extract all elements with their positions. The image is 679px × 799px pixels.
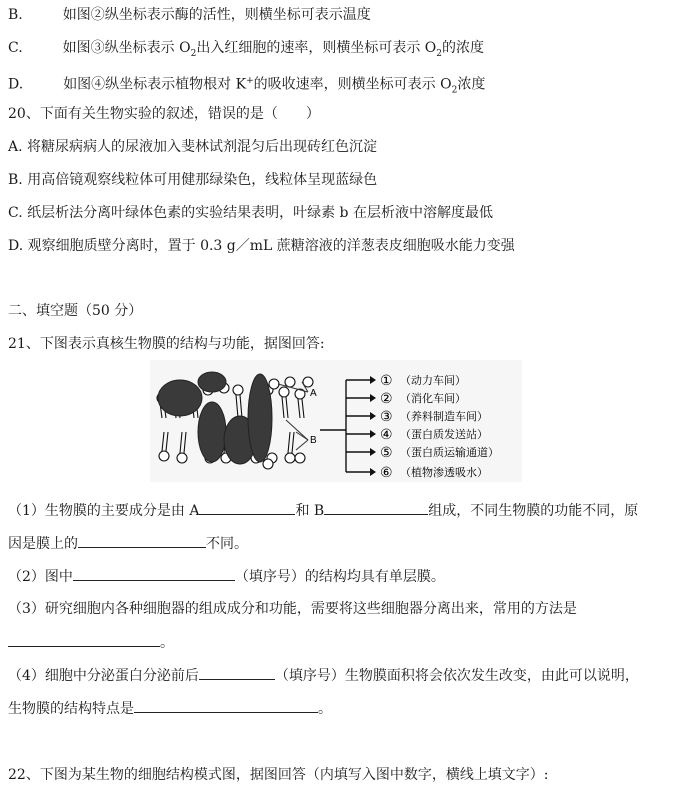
option-label: D. — [8, 76, 24, 93]
function-item-1-text: （动力车间） — [400, 375, 466, 387]
text-segment: 不同。 — [206, 536, 248, 552]
question-21-part-3-cont — [8, 632, 174, 653]
question-21-part-4 — [8, 665, 639, 686]
protein — [158, 380, 202, 416]
protein — [198, 372, 226, 392]
subscript: 2 — [190, 48, 197, 59]
question-21-part-1 — [8, 500, 638, 521]
question-20-stem: 20、下面有关生物实验的叙述，错误的是（ ） — [8, 106, 320, 122]
label-a: A — [310, 388, 317, 399]
function-item-5-text: （蛋白质运输通道） — [400, 447, 499, 459]
question-21-part-4-cont — [8, 698, 332, 719]
text-segment: 。 — [160, 635, 174, 651]
text-segment: 。 — [318, 701, 332, 717]
function-item-4-text: （蛋白质发送站） — [400, 429, 488, 441]
subscript: 2 — [436, 48, 443, 59]
function-item-3-num: ③ — [380, 408, 393, 424]
option-d-line — [8, 71, 485, 100]
option-b-line — [8, 5, 371, 25]
option-text: 的浓度 — [442, 40, 485, 56]
label-b: B — [310, 435, 317, 446]
text-segment: （4）细胞中分泌蛋白分泌前后 — [8, 668, 199, 684]
function-item-4-num: ④ — [380, 426, 393, 442]
function-item-6-num: ⑥ — [380, 464, 393, 480]
answer-blank-f[interactable] — [199, 665, 275, 680]
question-20-option-a: A. 将糖尿病病人的尿液加入斐林试剂混匀后出现砖红色沉淀 — [8, 139, 378, 155]
protein — [198, 402, 226, 462]
protein — [248, 374, 272, 462]
option-text: 的吸收速率，则横坐标可表示 O — [253, 76, 452, 93]
function-item-5-num: ⑤ — [380, 444, 393, 460]
question-21-stem: 21、下图表示真核生物膜的结构与功能，据图回答: — [8, 336, 325, 352]
superscript: + — [246, 76, 254, 86]
question-20-option-d: D. 观察细胞质壁分离时，置于 0.3 g／mL 蔗糖溶液的洋葱表皮细胞吸水能力变强 — [8, 238, 515, 254]
function-item-6-text: （植物渗透吸水） — [400, 467, 488, 479]
question-22-stem: 22、下图为某生物的细胞结构模式图，据图回答（内填写入图中数字，横线上填文字）: — [8, 767, 549, 783]
section-heading: 二、填空题（50 分） — [8, 303, 143, 319]
question-21-part-2 — [8, 566, 445, 587]
text-segment: 因是膜上的 — [8, 536, 78, 552]
subscript: 2 — [451, 85, 458, 96]
option-text: 出入红细胞的速率，则横坐标可表示 O — [196, 40, 437, 56]
question-20-option-b: B. 用高倍镜观察线粒体可用健那绿染色，线粒体呈现蓝绿色 — [8, 172, 378, 188]
option-text: 如图④纵坐标表示植物根对 K — [63, 76, 247, 93]
option-text: 浓度 — [457, 76, 486, 93]
question-20-option-c: C. 纸层析法分离叶绿体色素的实验结果表明，叶绿素 b 在层析液中溶解度最低 — [8, 205, 493, 221]
text-segment: 组成，不同生物膜的功能不同，原 — [428, 503, 639, 519]
answer-blank-b[interactable] — [324, 500, 428, 515]
question-21-part-1-cont — [8, 533, 248, 554]
text-segment: （填序号）生物膜面积将会依次发生改变，由此可以说明， — [274, 668, 639, 684]
text-segment: 生物膜的结构特点是 — [8, 701, 134, 717]
function-item-1-num: ① — [380, 372, 393, 388]
option-text: 如图②纵坐标表示酶的活性，则横坐标可表示温度 — [62, 7, 371, 23]
option-c-line — [8, 38, 484, 64]
function-item-3-text: （养料制造车间） — [400, 411, 488, 423]
answer-blank-c[interactable] — [78, 533, 206, 548]
answer-blank-a[interactable] — [199, 500, 295, 515]
answer-blank-g[interactable] — [134, 698, 318, 713]
text-segment: （1）生物膜的主要成分是由 A — [8, 503, 200, 519]
membrane-diagram — [150, 360, 522, 482]
text-segment: 和 B — [295, 503, 325, 519]
text-segment: （填序号）的结构均具有单层膜。 — [234, 569, 445, 585]
option-label: C. — [8, 40, 23, 56]
text-segment: （2）图中 — [8, 569, 73, 585]
membrane-figure — [150, 360, 522, 482]
option-label: B. — [8, 7, 23, 23]
option-text: 如图③纵坐标表示 O — [62, 40, 191, 56]
function-item-2-num: ② — [380, 390, 393, 406]
function-item-2-text: （消化车间） — [400, 393, 466, 405]
answer-blank-e[interactable] — [8, 632, 160, 647]
question-21-part-3: （3）研究细胞内各种细胞器的组成成分和功能，需要将这些细胞器分离出来，常用的方法是 — [8, 601, 577, 617]
answer-blank-d[interactable] — [73, 566, 235, 581]
